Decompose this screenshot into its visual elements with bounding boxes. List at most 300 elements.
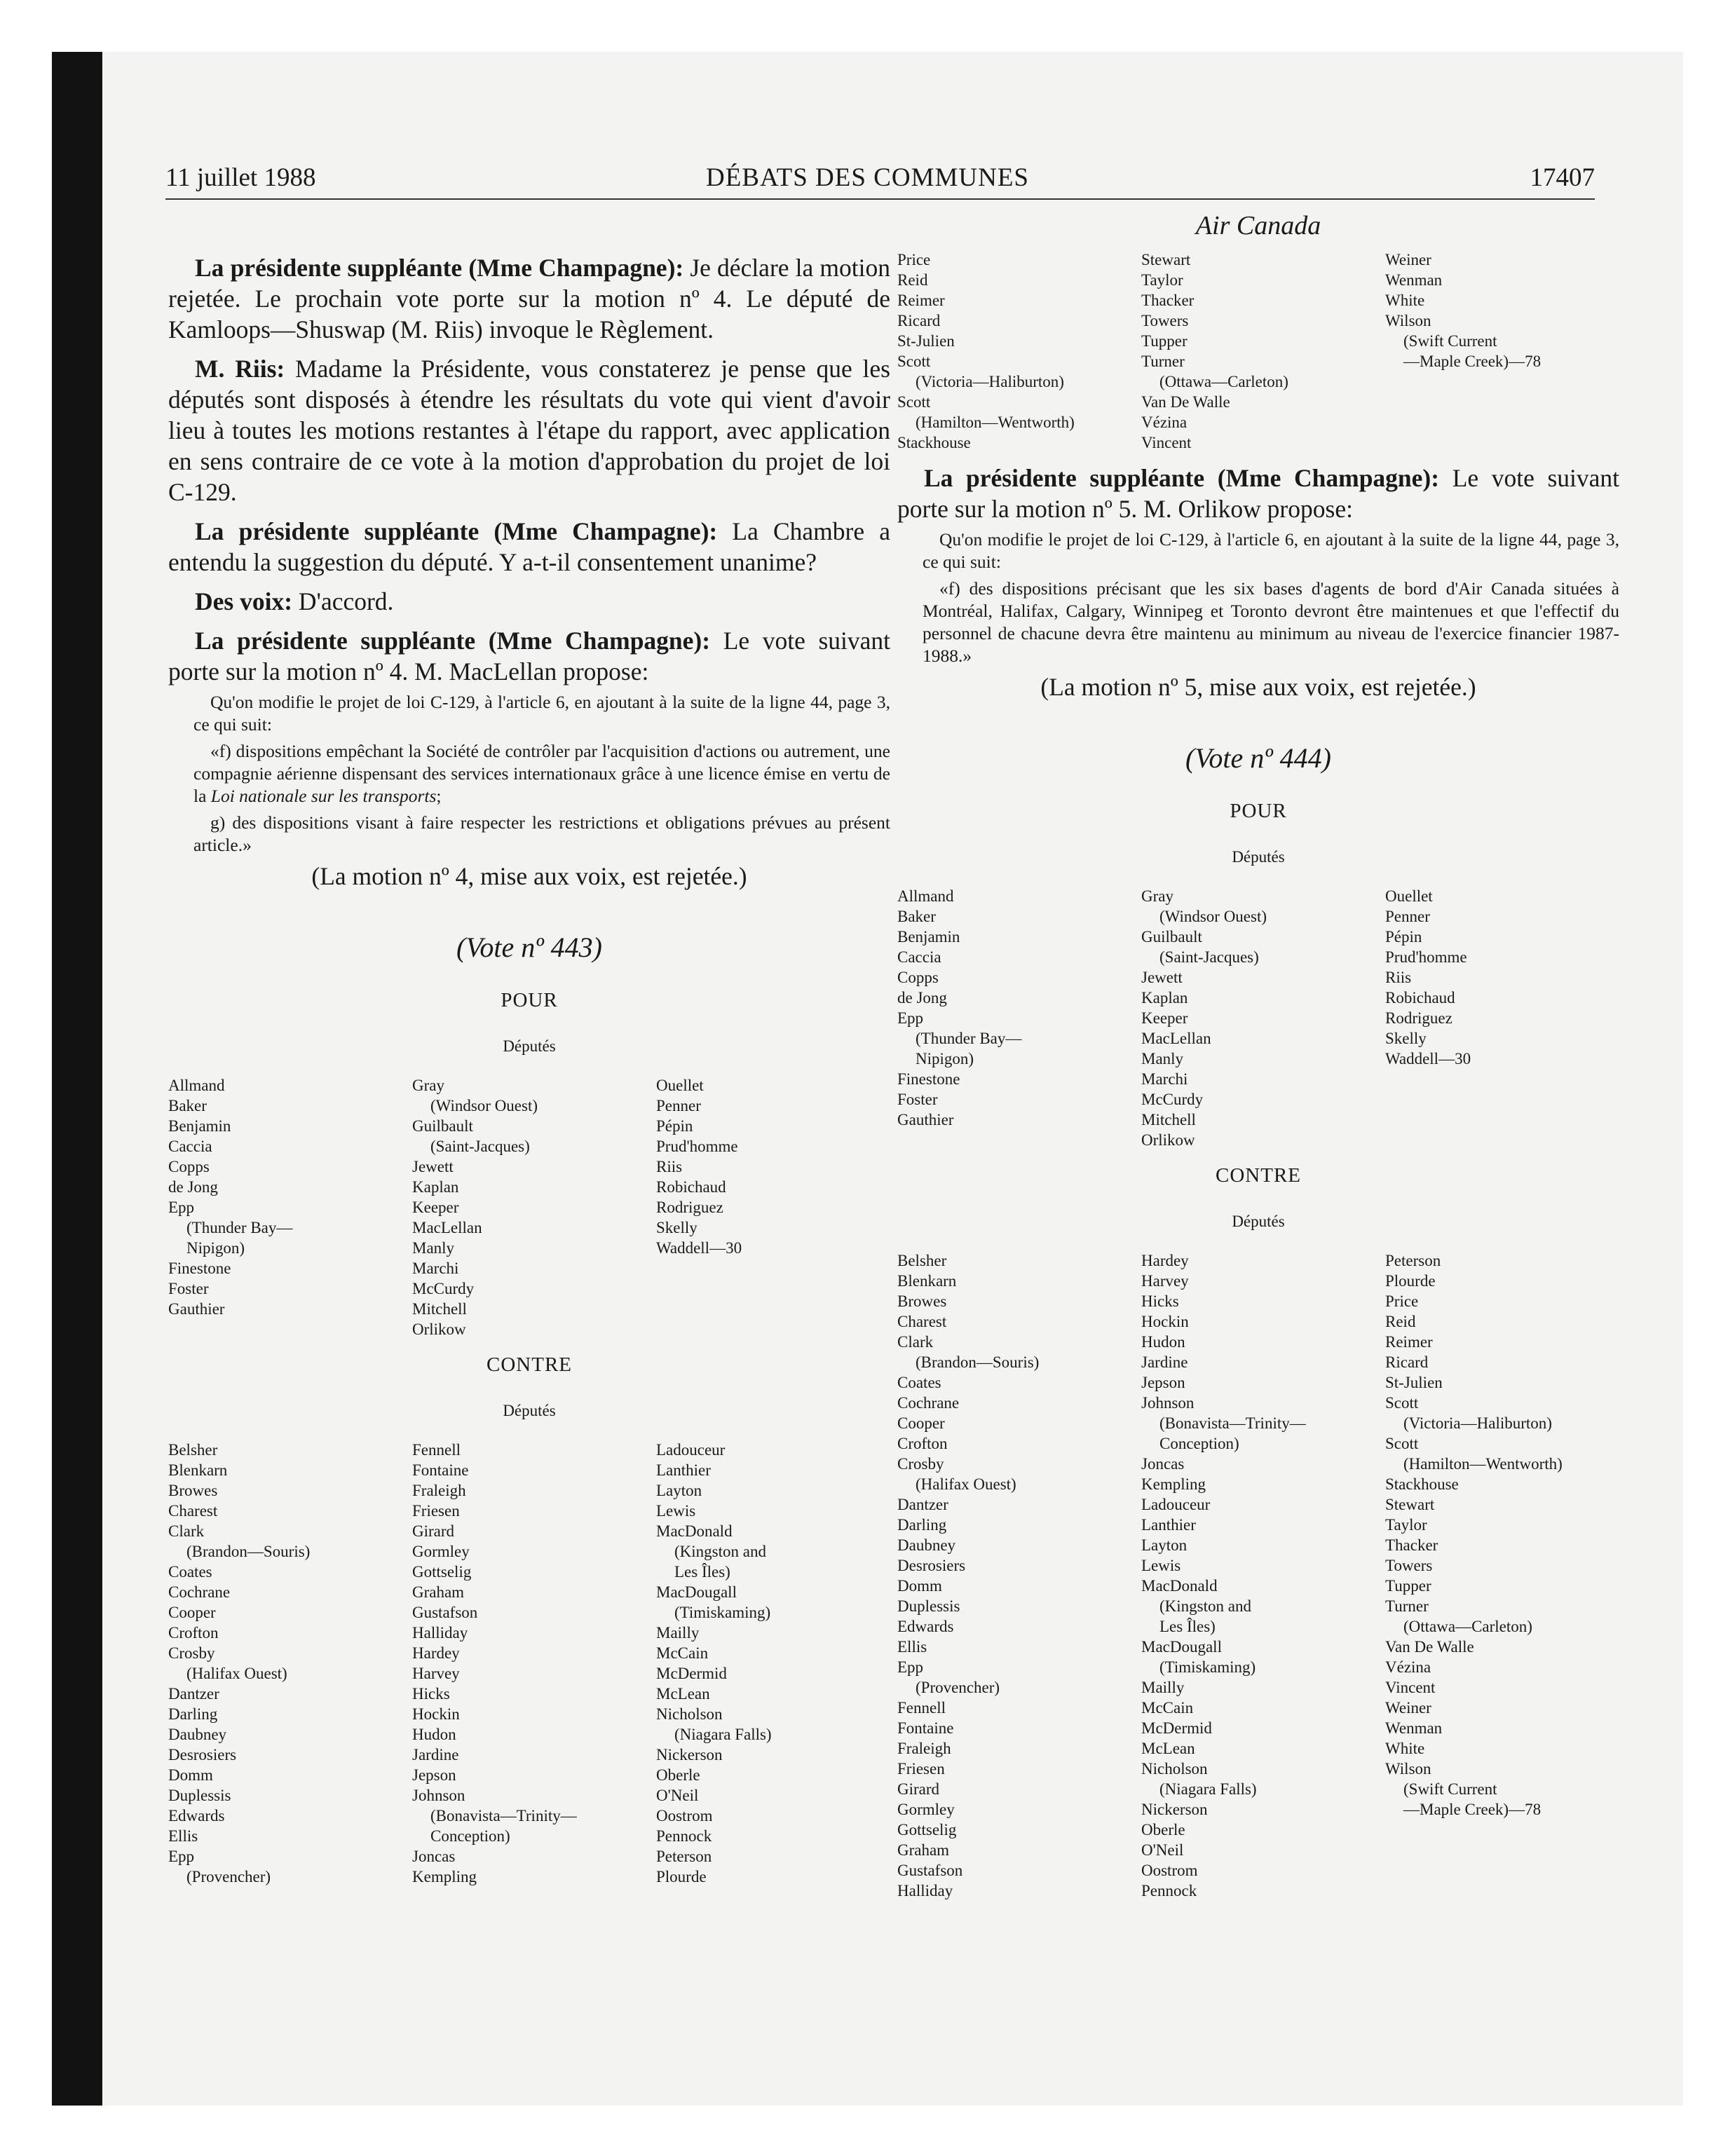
speech: La Chambre a entendu la suggestion du député. Y a-t-il consentement unanime? (168, 517, 891, 576)
member-name: Nipigon) (186, 1239, 245, 1257)
member-name: Turner (1385, 1597, 1429, 1615)
member-name: Layton (656, 1482, 702, 1499)
member-name: Gustafson (897, 1862, 963, 1879)
member-name: Vincent (1385, 1679, 1436, 1696)
member-name: Kempling (412, 1868, 477, 1885)
member-name: (Swift Current (1403, 332, 1497, 350)
member-name: Crosby (168, 1644, 215, 1662)
speaker: La présidente suppléante (Mme Champagne): (924, 464, 1440, 492)
name-column (897, 1250, 1141, 1901)
member-name: Blenkarn (168, 1461, 228, 1479)
member-name: Van De Walle (1385, 1638, 1474, 1656)
member-name: (Brandon—Souris) (186, 1543, 311, 1560)
speech: Le vote suivant porte sur la motion nº 5. M. Orlikow propose: (897, 464, 1620, 523)
member-name: Scott (897, 393, 931, 411)
name-column (412, 1440, 656, 1887)
member-name: Darling (168, 1705, 218, 1723)
member-name: Edwards (168, 1807, 225, 1824)
member-name: (Bonavista—Trinity— (1159, 1414, 1306, 1432)
member-name: Hardey (412, 1644, 460, 1662)
name-column (1141, 250, 1385, 453)
member-name: Oostrom (1141, 1862, 1198, 1879)
member-name: (Halifax Ouest) (186, 1665, 287, 1682)
name-column (1385, 1250, 1629, 1901)
member-name: Peterson (1385, 1252, 1441, 1269)
member-name: Reimer (897, 292, 945, 309)
name-column (897, 886, 1141, 1150)
member-name: Robichaud (656, 1178, 726, 1196)
member-name: Foster (168, 1280, 209, 1297)
member-name: MacDonald (656, 1522, 733, 1540)
member-name: Guilbault (412, 1117, 473, 1135)
member-name: Belsher (897, 1252, 947, 1269)
pour-name-list (897, 886, 1619, 1150)
member-name: McDermid (1141, 1719, 1212, 1737)
member-name: McLean (656, 1685, 710, 1703)
member-name: Oostrom (656, 1807, 713, 1824)
member-name: Price (897, 251, 931, 268)
member-name: Lewis (656, 1502, 696, 1520)
member-name: Gustafson (412, 1604, 478, 1621)
member-name: Riis (656, 1158, 683, 1175)
member-name: Plourde (656, 1868, 707, 1885)
member-name: Conception) (1159, 1435, 1239, 1452)
member-name: Towers (1141, 312, 1189, 329)
member-name: (Niagara Falls) (1159, 1780, 1257, 1798)
member-name: Gauthier (897, 1111, 954, 1128)
member-name: Coates (897, 1374, 941, 1391)
member-name: (Niagara Falls) (674, 1726, 772, 1743)
scan-binding-edge (52, 52, 102, 2106)
name-column (1141, 886, 1385, 1150)
member-name: Crosby (897, 1455, 944, 1473)
header-rule (165, 198, 1595, 200)
name-column (1385, 250, 1629, 453)
member-name: (Ottawa—Carleton) (1159, 373, 1288, 390)
member-name: Crofton (897, 1435, 948, 1452)
name-column (656, 1440, 900, 1887)
member-name: Hockin (412, 1705, 460, 1723)
speaker: M. Riis: (195, 355, 285, 383)
member-name: Wilson (1385, 1760, 1431, 1778)
pour-title: POUR (501, 989, 558, 1011)
member-name: Belsher (168, 1441, 218, 1459)
member-name: Mitchell (1141, 1111, 1196, 1128)
member-name: Hardey (1141, 1252, 1189, 1269)
deputes-subtitle: Députés (1232, 1213, 1285, 1230)
member-name: Nicholson (1141, 1760, 1208, 1778)
member-name: Ouellet (656, 1077, 704, 1094)
member-name: O'Neil (656, 1787, 699, 1804)
member-name: Nickerson (1141, 1801, 1208, 1818)
member-name: Cooper (168, 1604, 216, 1621)
member-name: Turner (1141, 353, 1185, 370)
member-name: Thacker (1385, 1536, 1438, 1554)
paragraph (168, 353, 890, 507)
member-name: Dantzer (897, 1496, 948, 1513)
member-name: Weiner (1385, 1699, 1431, 1717)
member-name: Graham (897, 1841, 950, 1859)
member-name: Cochrane (168, 1583, 231, 1601)
speech: Je déclare la motion rejetée. Le prochain vote porte sur la motion nº 4. Le député de Kamloops—Shuswap (M. Riis) invoque le Règlement. (168, 254, 890, 343)
member-name: Epp (168, 1848, 195, 1865)
member-name: Van De Walle (1141, 393, 1230, 411)
member-name: Hudon (412, 1726, 456, 1743)
contre-title: CONTRE (1216, 1164, 1301, 1187)
member-name: Finestone (168, 1260, 231, 1277)
member-name: (Victoria—Haliburton) (916, 373, 1064, 390)
member-name: Cooper (897, 1414, 945, 1432)
member-name: Nipigon) (916, 1050, 974, 1067)
header-page-number: 17407 (1530, 163, 1595, 192)
member-name: Riis (1385, 969, 1412, 986)
member-name: Skelly (656, 1219, 698, 1236)
member-name: Fontaine (412, 1461, 469, 1479)
member-name: Domm (897, 1577, 942, 1595)
member-name: Baker (897, 908, 936, 925)
member-name: Jewett (412, 1158, 454, 1175)
member-name: Plourde (1385, 1272, 1436, 1290)
contre-title: CONTRE (487, 1353, 572, 1376)
member-name: Gray (412, 1077, 444, 1094)
member-name: Gottselig (412, 1563, 472, 1581)
member-name: Mailly (656, 1624, 700, 1642)
member-name: Ellis (168, 1827, 198, 1845)
member-name: Stackhouse (897, 434, 971, 451)
member-name: Vézina (1141, 414, 1188, 431)
member-name: (Provencher) (916, 1679, 1000, 1696)
member-name: (Hamilton—Wentworth) (1403, 1455, 1563, 1473)
member-name: Gauthier (168, 1300, 225, 1318)
member-name: Pennock (1141, 1882, 1197, 1899)
member-name: Reid (897, 271, 928, 289)
member-name: Jepson (1141, 1374, 1185, 1391)
member-name: Weiner (1385, 251, 1431, 268)
paragraph (168, 625, 890, 687)
member-name: Daubney (168, 1726, 227, 1743)
member-name: Penner (1385, 908, 1430, 925)
speaker: La présidente suppléante (Mme Champagne): (195, 517, 718, 545)
member-name: Fontaine (897, 1719, 954, 1737)
member-name: Lewis (1141, 1557, 1181, 1574)
member-name: Orlikow (412, 1321, 466, 1338)
member-name: Charest (168, 1502, 218, 1520)
member-name: Benjamin (897, 928, 960, 946)
member-name: Duplessis (168, 1787, 231, 1804)
member-name: Harvey (1141, 1272, 1189, 1290)
member-name: Oberle (656, 1766, 700, 1784)
amendment-intro: Qu'on modifie le projet de loi C-129, à l'article 6, en ajoutant à la suite de la ligne 44, page 3, ce qui suit: (923, 529, 1619, 572)
member-name: Scott (1385, 1394, 1419, 1412)
member-name: Fennell (897, 1699, 946, 1717)
member-name: Caccia (897, 948, 941, 966)
member-name: Manly (1141, 1050, 1184, 1067)
member-name: Friesen (897, 1760, 945, 1778)
member-name: MacDougall (1141, 1638, 1222, 1656)
member-name: Fennell (412, 1441, 461, 1459)
member-name: Prud'homme (656, 1138, 738, 1155)
speech: Madame la Présidente, vous constaterez je pense que les députés sont disposés à étendre les résultats du vote qui vient d'avoir lieu à toutes les motions restantes à l'étape du rapport, avec application en sens contraire de ce vote à la motion d'approbation du projet de loi C-129. (168, 355, 890, 506)
member-name: Joncas (412, 1848, 456, 1865)
vote-title: (Vote nº 444) (1185, 742, 1331, 774)
member-name: Guilbault (1141, 928, 1202, 946)
member-name: McCain (1141, 1699, 1194, 1717)
member-name: (Kingston and (674, 1543, 766, 1560)
name-column (1385, 886, 1629, 1150)
member-name: Allmand (897, 887, 954, 905)
member-name: Pépin (1385, 928, 1422, 946)
member-name: Epp (897, 1658, 924, 1676)
section-title: Air Canada (1195, 211, 1321, 240)
member-name: Mailly (1141, 1679, 1185, 1696)
pour-name-list (168, 1075, 890, 1339)
member-name: Girard (412, 1522, 455, 1540)
contre-name-list (168, 1440, 890, 1887)
member-name: Joncas (1141, 1455, 1185, 1473)
member-name: Baker (168, 1097, 207, 1114)
member-name: de Jong (168, 1178, 218, 1196)
member-name: (Thunder Bay— (916, 1030, 1022, 1047)
member-name: Robichaud (1385, 989, 1455, 1007)
member-name: Cochrane (897, 1394, 960, 1412)
member-name: Hudon (1141, 1333, 1185, 1351)
member-name: Peterson (656, 1848, 712, 1865)
member-name: Tupper (1141, 332, 1188, 350)
member-name: MacLellan (412, 1219, 482, 1236)
member-name: MacLellan (1141, 1030, 1211, 1047)
member-name: Ladouceur (1141, 1496, 1211, 1513)
member-name: Finestone (897, 1070, 960, 1088)
member-name: Ricard (897, 312, 941, 329)
member-name: Waddell—30 (656, 1239, 742, 1257)
member-name: Manly (412, 1239, 455, 1257)
member-name: Keeper (1141, 1009, 1188, 1027)
member-name: Nicholson (656, 1705, 723, 1723)
name-column (656, 1075, 900, 1339)
member-name: Scott (1385, 1435, 1419, 1452)
member-name: Les Îles) (1159, 1618, 1216, 1635)
member-name: (Halifax Ouest) (916, 1475, 1016, 1493)
member-name: Wilson (1385, 312, 1431, 329)
member-name: Conception) (430, 1827, 510, 1845)
member-name: Gottselig (897, 1821, 957, 1838)
member-name: Taylor (1141, 271, 1183, 289)
member-name: Epp (168, 1199, 195, 1216)
member-name: McDermid (656, 1665, 727, 1682)
member-name: (Swift Current (1403, 1780, 1497, 1798)
member-name: Harvey (412, 1665, 460, 1682)
member-name: Thacker (1141, 292, 1195, 309)
member-name: Les Îles) (674, 1563, 730, 1581)
member-name: (Bonavista—Trinity— (430, 1807, 577, 1824)
member-name: Foster (897, 1091, 938, 1108)
member-name: Ouellet (1385, 887, 1433, 905)
contre-name-list (897, 1250, 1619, 1901)
member-name: MacDonald (1141, 1577, 1218, 1595)
member-name: Kaplan (412, 1178, 459, 1196)
member-name: Rodriguez (1385, 1009, 1452, 1027)
member-name: Taylor (1385, 1516, 1427, 1534)
member-name: Benjamin (168, 1117, 231, 1135)
member-name: Hicks (1141, 1292, 1179, 1310)
member-name: Reid (1385, 1313, 1416, 1330)
member-name: Crofton (168, 1624, 219, 1642)
speaker: La présidente suppléante (Mme Champagne): (195, 254, 684, 282)
member-name: Reimer (1385, 1333, 1433, 1351)
member-name: Johnson (1141, 1394, 1195, 1412)
deputes-subtitle: Députés (503, 1037, 556, 1055)
member-name: Jepson (412, 1766, 456, 1784)
member-name: Marchi (1141, 1070, 1188, 1088)
member-name: Graham (412, 1583, 465, 1601)
member-name: Marchi (412, 1260, 459, 1277)
member-name: Charest (897, 1313, 947, 1330)
member-name: Clark (168, 1522, 205, 1540)
member-name: McCain (656, 1644, 709, 1662)
continued-name-list (897, 250, 1619, 453)
member-name: Ricard (1385, 1353, 1429, 1371)
member-name: Coates (168, 1563, 212, 1581)
member-name: Kaplan (1141, 989, 1188, 1007)
member-name: Scott (897, 353, 931, 370)
speaker: Des voix: (195, 587, 293, 615)
member-name: Domm (168, 1766, 213, 1784)
member-name: Hicks (412, 1685, 450, 1703)
name-column (168, 1440, 412, 1887)
member-name: Daubney (897, 1536, 956, 1554)
member-name: St-Julien (1385, 1374, 1443, 1391)
member-name: Penner (656, 1097, 701, 1114)
member-name: Gormley (412, 1543, 470, 1560)
member-name: Hockin (1141, 1313, 1189, 1330)
member-name: Fraleigh (412, 1482, 466, 1499)
member-name: Jardine (412, 1746, 459, 1763)
member-name: Ellis (897, 1638, 927, 1656)
right-column (897, 210, 1619, 1901)
speech: D'accord. (292, 587, 394, 615)
member-name: McCurdy (412, 1280, 475, 1297)
amendment-clause-f: «f) des dispositions précisant que les six bases d'agents de bord d'Air Canada situées à Montréal, Halifax, Calgary, Winnipeg et Toronto devront être maintenues et que l'effectif du personnel de chacune devra être maintenu au minimum au niveau de l'exercice financier 1987-1988.» (923, 578, 1619, 666)
member-name: Blenkarn (897, 1272, 957, 1290)
member-name: Pennock (656, 1827, 712, 1845)
member-name: Layton (1141, 1536, 1188, 1554)
member-name: Nickerson (656, 1746, 723, 1763)
member-name: Lanthier (1141, 1516, 1196, 1534)
name-column (168, 1075, 412, 1339)
vote-title: (Vote nº 443) (456, 932, 602, 963)
speech: Le vote suivant porte sur la motion nº 4. M. MacLellan propose: (168, 627, 891, 685)
paragraph (897, 463, 1619, 524)
member-name: Price (1385, 1292, 1419, 1310)
amendment-clause-f: «f) dispositions empêchant la Société de contrôler par l'acquisition d'actions ou autrement, une compagnie aérienne dispensant des services internationaux grâce à une licence émise en vertu de la Loi nationale sur les transports; (193, 741, 890, 806)
member-name: Copps (168, 1158, 210, 1175)
member-name: —Maple Creek)—78 (1403, 353, 1542, 370)
member-name: Copps (897, 969, 939, 986)
deputes-subtitle: Députés (503, 1402, 556, 1419)
member-name: Desrosiers (168, 1746, 237, 1763)
member-name: Stackhouse (1385, 1475, 1459, 1493)
member-name: Gormley (897, 1801, 955, 1818)
member-name: Wenman (1385, 271, 1443, 289)
member-name: McCurdy (1141, 1091, 1204, 1108)
member-name: Stewart (1141, 251, 1191, 268)
header-title: DÉBATS DES COMMUNES (705, 163, 1029, 192)
speaker: La présidente suppléante (Mme Champagne): (195, 627, 711, 655)
member-name: O'Neil (1141, 1841, 1184, 1859)
member-name: Epp (897, 1009, 924, 1027)
amendment-intro: Qu'on modifie le projet de loi C-129, à l'article 6, en ajoutant à la suite de la ligne 44, page 3, ce qui suit: (193, 692, 890, 735)
member-name: Vincent (1141, 434, 1192, 451)
member-name: Browes (168, 1482, 218, 1499)
member-name: White (1385, 292, 1425, 309)
member-name: Mitchell (412, 1300, 467, 1318)
member-name: (Ottawa—Carleton) (1403, 1618, 1532, 1635)
member-name: Clark (897, 1333, 934, 1351)
member-name: White (1385, 1740, 1425, 1757)
member-name: Vézina (1385, 1658, 1431, 1676)
member-name: Darling (897, 1516, 947, 1534)
member-name: Waddell—30 (1385, 1050, 1471, 1067)
member-name: Pépin (656, 1117, 693, 1135)
name-column (1141, 1250, 1385, 1901)
member-name: de Jong (897, 989, 947, 1007)
member-name: Jardine (1141, 1353, 1188, 1371)
member-name: (Saint-Jacques) (430, 1138, 530, 1155)
member-name: Towers (1385, 1557, 1433, 1574)
member-name: Prud'homme (1385, 948, 1467, 966)
name-column (412, 1075, 656, 1339)
member-name: MacDougall (656, 1583, 737, 1601)
member-name: Skelly (1385, 1030, 1427, 1047)
member-name: Edwards (897, 1618, 954, 1635)
member-name: Halliday (897, 1882, 953, 1899)
member-name: Caccia (168, 1138, 212, 1155)
paragraph (168, 586, 890, 617)
member-name: (Windsor Ouest) (430, 1097, 538, 1114)
member-name: Duplessis (897, 1597, 960, 1615)
motion-result: (La motion nº 5, mise aux voix, est rejetée.) (1040, 673, 1476, 701)
member-name: Halliday (412, 1624, 468, 1642)
member-name: Stewart (1385, 1496, 1435, 1513)
left-column (168, 252, 890, 1887)
member-name: St-Julien (897, 332, 955, 350)
member-name: Oberle (1141, 1821, 1185, 1838)
member-name: Allmand (168, 1077, 225, 1094)
member-name: Jewett (1141, 969, 1183, 986)
member-name: (Timiskaming) (674, 1604, 771, 1621)
member-name: Girard (897, 1780, 940, 1798)
member-name: Desrosiers (897, 1557, 966, 1574)
paragraph (168, 516, 890, 578)
member-name: (Brandon—Souris) (916, 1353, 1040, 1371)
deputes-subtitle: Députés (1232, 848, 1285, 866)
member-name: Browes (897, 1292, 947, 1310)
member-name: Friesen (412, 1502, 460, 1520)
member-name: Gray (1141, 887, 1173, 905)
member-name: (Kingston and (1159, 1597, 1251, 1615)
member-name: Keeper (412, 1199, 459, 1216)
member-name: Tupper (1385, 1577, 1431, 1595)
member-name: McLean (1141, 1740, 1195, 1757)
member-name: (Provencher) (186, 1868, 271, 1885)
member-name: (Saint-Jacques) (1159, 948, 1259, 966)
amendment-clause-g: g) des dispositions visant à faire respecter les restrictions et obligations prévues au présent article.» (193, 812, 890, 855)
member-name: (Hamilton—Wentworth) (916, 414, 1075, 431)
member-name: Fraleigh (897, 1740, 951, 1757)
member-name: (Thunder Bay— (186, 1219, 293, 1236)
member-name: Lanthier (656, 1461, 711, 1479)
member-name: Rodriguez (656, 1199, 723, 1216)
